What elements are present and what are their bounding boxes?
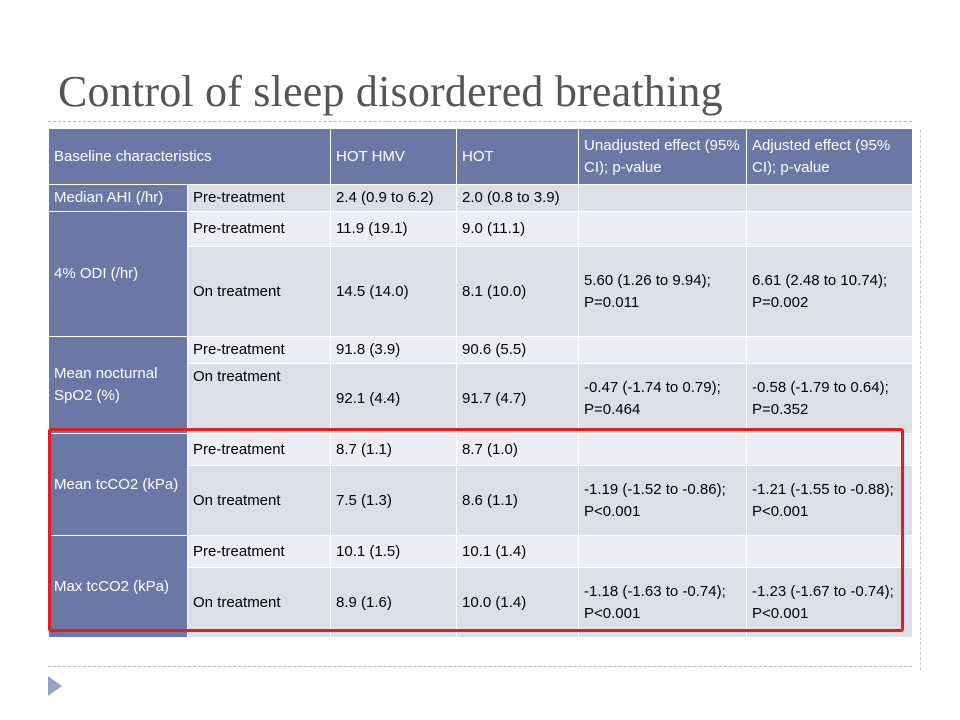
table-row (49, 212, 913, 247)
adjusted-cell: 6.61 (2.48 to 10.74); P=0.002 (747, 247, 913, 337)
condition-cell: On treatment (188, 364, 331, 434)
condition-cell: On treatment (188, 247, 331, 337)
right-guide-line (920, 130, 921, 670)
unadjusted-cell: 5.60 (1.26 to 9.94); P=0.011 (579, 247, 747, 337)
row-group-label: Mean tcCO2 (kPa) (49, 434, 188, 536)
hot-cell: 8.7 (1.0) (457, 434, 579, 466)
slide-title: Control of sleep disordered breathing (58, 67, 723, 116)
unadjusted-cell (579, 185, 747, 212)
condition-cell: Pre-treatment (188, 185, 331, 212)
hot-cell: 8.1 (10.0) (457, 247, 579, 337)
row-group-label: Max tcCO2 (kPa) (49, 536, 188, 638)
hot-cell: 91.7 (4.7) (457, 364, 579, 434)
adjusted-cell (747, 185, 913, 212)
unadjusted-cell (579, 212, 747, 247)
hot-hmv-cell: 2.4 (0.9 to 6.2) (331, 185, 457, 212)
unadjusted-cell: -1.18 (-1.63 to -0.74); P<0.001 (579, 568, 747, 638)
table-row (49, 337, 913, 364)
row-group-label: 4% ODI (/hr) (49, 212, 188, 337)
row-group-label: Median AHI (/hr) (49, 185, 188, 212)
hot-cell: 9.0 (11.1) (457, 212, 579, 247)
title-divider (48, 121, 912, 122)
hot-hmv-cell: 11.9 (19.1) (331, 212, 457, 247)
adjusted-cell (747, 337, 913, 364)
adjusted-cell: -0.58 (-1.79 to 0.64); P=0.352 (747, 364, 913, 434)
condition-cell: On treatment (188, 568, 331, 638)
adjusted-cell: -1.23 (-1.67 to -0.74); P<0.001 (747, 568, 913, 638)
hot-cell: 8.6 (1.1) (457, 466, 579, 536)
condition-cell: On treatment (188, 466, 331, 536)
hot-hmv-cell: 7.5 (1.3) (331, 466, 457, 536)
row-group-label: Mean nocturnal SpO2 (%) (49, 337, 188, 434)
hot-cell: 10.1 (1.4) (457, 536, 579, 568)
unadjusted-cell (579, 337, 747, 364)
hot-hmv-cell: 14.5 (14.0) (331, 247, 457, 337)
hot-cell: 2.0 (0.8 to 3.9) (457, 185, 579, 212)
hot-cell: 90.6 (5.5) (457, 337, 579, 364)
footer-divider (48, 666, 912, 667)
hot-hmv-cell: 91.8 (3.9) (331, 337, 457, 364)
header-adjusted-effect: Adjusted effect (95% CI); p-value (747, 129, 913, 185)
adjusted-cell (747, 212, 913, 247)
triangle-right-icon (48, 676, 62, 696)
hot-hmv-cell: 92.1 (4.4) (331, 364, 457, 434)
condition-cell: Pre-treatment (188, 434, 331, 466)
adjusted-cell: -1.21 (-1.55 to -0.88); P<0.001 (747, 466, 913, 536)
header-unadjusted-effect: Unadjusted effect (95% CI); p-value (579, 129, 747, 185)
highlight-box (48, 428, 904, 632)
header-hot-hmv: HOT HMV (331, 129, 457, 185)
hot-hmv-cell: 8.9 (1.6) (331, 568, 457, 638)
hot-cell: 10.0 (1.4) (457, 568, 579, 638)
hot-hmv-cell: 8.7 (1.1) (331, 434, 457, 466)
table-header-row (49, 129, 913, 185)
condition-cell: Pre-treatment (188, 212, 331, 247)
hot-hmv-cell: 10.1 (1.5) (331, 536, 457, 568)
unadjusted-cell: -1.19 (-1.52 to -0.86); P<0.001 (579, 466, 747, 536)
table-row (49, 185, 913, 212)
header-hot: HOT (457, 129, 579, 185)
unadjusted-cell: -0.47 (-1.74 to 0.79); P=0.464 (579, 364, 747, 434)
header-baseline-characteristics: Baseline characteristics (49, 129, 331, 185)
condition-cell: Pre-treatment (188, 536, 331, 568)
condition-cell: Pre-treatment (188, 337, 331, 364)
